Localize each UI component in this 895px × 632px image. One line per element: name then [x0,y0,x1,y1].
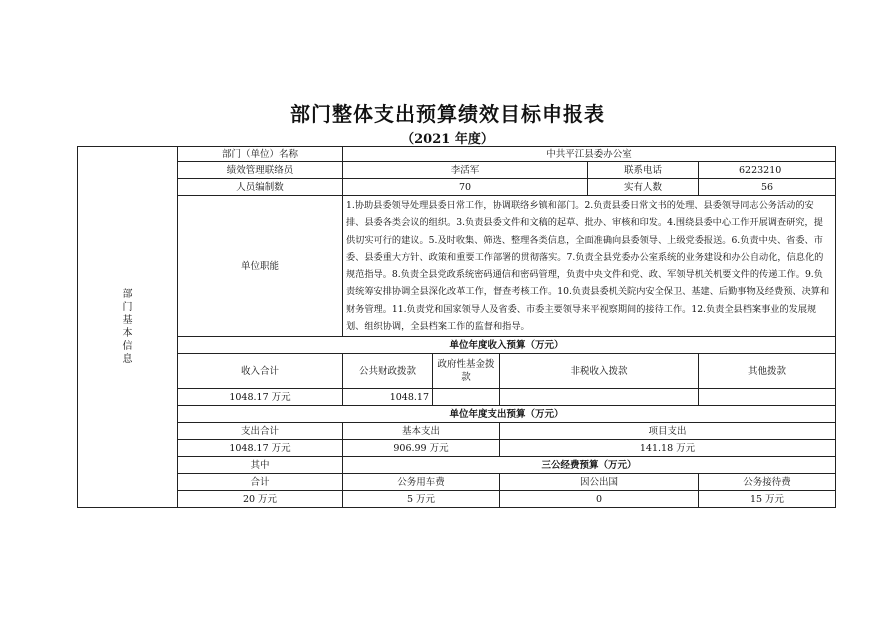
income-header-fund: 政府性基金拨款 [433,354,500,389]
income-header-nontax: 非税收入拨款 [500,354,699,389]
actual-staff-label: 实有人数 [588,179,699,196]
income-fund-value [433,389,500,406]
row-staff [78,179,836,196]
manager-label: 绩效管理联络员 [178,162,343,179]
side-char: 部 [122,289,133,301]
staff-value: 70 [343,179,588,196]
row-expense-values [78,440,836,457]
income-total-value: 1048.17 万元 [178,389,343,406]
three-header-reception: 公务接待费 [699,474,836,491]
actual-staff-value: 56 [699,179,836,196]
staff-label: 人员编制数 [178,179,343,196]
manager-value: 李活军 [343,162,588,179]
income-header-other: 其他拨款 [699,354,836,389]
income-other-value [699,389,836,406]
income-header-total: 收入合计 [178,354,343,389]
side-label-cell [78,147,178,508]
side-char: 本 [122,328,133,340]
side-char: 基 [122,315,133,327]
three-abroad-value: 0 [500,491,699,508]
three-section-title: 三公经费预算（万元） [343,457,836,474]
expense-header-basic: 基本支出 [343,423,500,440]
year-label: （2021 年度） [401,132,494,147]
three-header-abroad: 因公出国 [500,474,699,491]
row-manager [78,162,836,179]
row-income-headers [78,354,836,389]
income-header-public: 公共财政拨款 [343,354,433,389]
side-char: 信 [122,341,133,353]
duty-text: 1.协助县委领导处理县委日常工作，协调联络乡镇和部门。2.负责县委日常文书的处理、县委领导同志公务活动的安排、县委各类会议的组织。3.负责县委文件和文稿的起草、批办、审核和印发。4.围绕县委中心工作开展调查研究，提供切实可行的建议。5.及时收集、筛选、整理各类信息，全面准确向县委领导、上级党委报送。6.负责中央、省委、市委、县委重大方针、政策和重要工作部署的贯彻落实。7.负责全县党委办公室系统的业务建设和办公自动化，信息化的规范指导。8.负责全县党政系统密码通信和密码管理，负责中央文件和党、政、军领导机关机要文件的传递工作。9.负责统筹安排协调全县深化改革工作，督查考核工作。10.负责县委机关院内安全保卫、基建、后勤事物及经费预、决算和财务管理。11.负责党和国家领导人及省委、市委主要领导来平视察期间的接待工作。12.负责全县档案事业的发展规划、组织协调，全县档案工作的监督和指导。 [343,196,836,337]
phone-label: 联系电话 [588,162,699,179]
income-nontax-value [500,389,699,406]
row-expense-title [78,406,836,423]
expense-section-title: 单位年度支出预算（万元） [178,406,836,423]
income-public-value: 1048.17 [343,389,433,406]
expense-total-value: 1048.17 万元 [178,440,343,457]
duty-label: 单位职能 [178,196,343,337]
row-three-values [78,491,836,508]
three-reception-value: 15 万元 [699,491,836,508]
expense-header-project: 项目支出 [500,423,836,440]
dept-name-label: 部门（单位）名称 [178,147,343,162]
row-expense-headers [78,423,836,440]
phone-value: 6223210 [699,162,836,179]
side-char: 门 [122,302,133,314]
three-total-value: 20 万元 [178,491,343,508]
side-char: 息 [122,354,133,366]
expense-basic-value: 906.99 万元 [343,440,500,457]
expense-project-value: 141.18 万元 [500,440,836,457]
income-section-title: 单位年度收入预算（万元） [178,337,836,354]
budget-form-table [77,146,836,508]
row-dept [78,147,836,162]
row-income-title [78,337,836,354]
row-income-values [78,389,836,406]
expense-header-total: 支出合计 [178,423,343,440]
row-three-headers [78,474,836,491]
three-header-total: 合计 [178,474,343,491]
row-duty [78,196,836,337]
dept-name-value: 中共平江县委办公室 [343,147,836,162]
three-left-label: 其中 [178,457,343,474]
three-header-car: 公务用车费 [343,474,500,491]
row-three-title [78,457,836,474]
page-title: 部门整体支出预算绩效目标申报表 [290,102,605,126]
three-car-value: 5 万元 [343,491,500,508]
